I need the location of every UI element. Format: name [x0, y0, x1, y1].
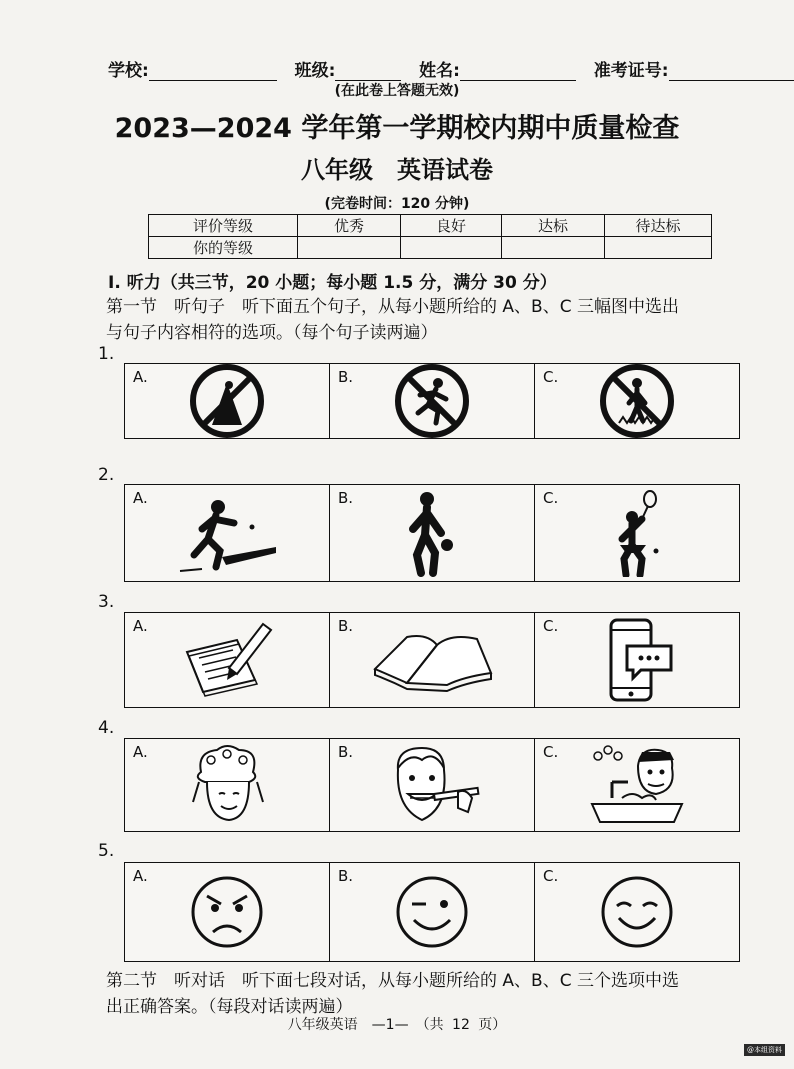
question-number: 2. — [98, 465, 115, 485]
washing-hands-icon — [582, 742, 692, 828]
option-b[interactable] — [330, 739, 535, 831]
page-subtitle: 八年级 英语试卷 — [301, 156, 493, 184]
winking-face-icon — [392, 872, 472, 952]
option-c[interactable] — [535, 739, 739, 831]
angry-face-icon — [187, 872, 267, 952]
exam-no-blank[interactable] — [669, 62, 794, 81]
grade-header-cell: 优秀 — [298, 215, 401, 237]
name-label: 姓名: — [419, 61, 460, 81]
option-label: A. — [133, 489, 148, 507]
no-running-icon — [392, 361, 472, 441]
invalid-note: (在此卷上答题无效) — [334, 83, 460, 99]
exam-no-label: 准考证号: — [593, 61, 669, 81]
option-label: B. — [338, 617, 354, 635]
question-4-options — [124, 738, 740, 832]
question-3-options — [124, 612, 740, 708]
question-number: 3. — [98, 592, 115, 612]
school-blank[interactable] — [149, 62, 277, 81]
option-c[interactable] — [535, 485, 739, 581]
class-blank[interactable] — [335, 62, 401, 81]
option-a[interactable] — [125, 863, 330, 961]
watermark-badge: @本组资料 — [744, 1044, 785, 1056]
option-label: C. — [543, 489, 559, 507]
grade-cell[interactable] — [401, 237, 502, 259]
grade-cell[interactable] — [605, 237, 712, 259]
happy-face-icon — [597, 872, 677, 952]
name-blank[interactable] — [460, 62, 576, 81]
grade-header-cell: 良好 — [401, 215, 502, 237]
brushing-teeth-icon — [382, 742, 482, 828]
option-label: A. — [133, 743, 148, 761]
option-label: C. — [543, 368, 559, 386]
option-a[interactable] — [125, 364, 330, 438]
option-a[interactable] — [125, 613, 330, 707]
option-label: B. — [338, 867, 354, 885]
option-label: B. — [338, 489, 354, 507]
basketball-player-icon — [397, 489, 467, 577]
option-label: C. — [543, 867, 559, 885]
question-number: 1. — [98, 344, 115, 364]
no-crossing-icon — [187, 361, 267, 441]
grade-cell[interactable] — [298, 237, 401, 259]
grade-cell[interactable] — [502, 237, 605, 259]
option-label: A. — [133, 867, 148, 885]
class-label: 班级: — [294, 61, 336, 81]
option-b[interactable] — [330, 863, 535, 961]
option-b[interactable] — [330, 364, 535, 438]
tennis-player-icon — [602, 489, 672, 577]
option-label: A. — [133, 368, 148, 386]
page-title: 2023—2024 学年第一学期校内期中质量检查 — [114, 113, 680, 144]
no-walking-on-grass-icon — [597, 361, 677, 441]
option-label: B. — [338, 743, 354, 761]
grade-table — [148, 214, 712, 259]
part2-instructions-line2: 出正确答案。（每段对话读两遍） — [106, 997, 353, 1017]
header-fields — [108, 56, 794, 81]
open-book-icon — [367, 625, 497, 695]
part2-instructions-line1: 第二节 听对话 听下面七段对话，从每小题所给的 A、B、C 三个选项中选 — [106, 971, 679, 991]
phone-message-icon — [597, 616, 677, 704]
grade-header-cell: 达标 — [502, 215, 605, 237]
option-b[interactable] — [330, 485, 535, 581]
option-a[interactable] — [125, 485, 330, 581]
question-2-options — [124, 484, 740, 582]
option-label: B. — [338, 368, 354, 386]
grade-header-cell: 评价等级 — [149, 215, 298, 237]
washing-hair-icon — [187, 742, 267, 828]
page-footer: 八年级英语 —1— （共 12 页） — [287, 1017, 507, 1033]
option-c[interactable] — [535, 613, 739, 707]
part1-instructions-line1: 第一节 听句子 听下面五个句子，从每小题所给的 A、B、C 三幅图中选出 — [106, 297, 679, 317]
grade-header-cell: 待达标 — [605, 215, 712, 237]
question-number: 4. — [98, 718, 115, 738]
option-label: C. — [543, 617, 559, 635]
ping-pong-player-icon — [172, 491, 282, 575]
option-c[interactable] — [535, 863, 739, 961]
option-c[interactable] — [535, 364, 739, 438]
option-b[interactable] — [330, 613, 535, 707]
question-1-options — [124, 363, 740, 439]
option-a[interactable] — [125, 739, 330, 831]
question-5-options — [124, 862, 740, 962]
option-label: C. — [543, 743, 559, 761]
exam-time: (完卷时间：120 分钟) — [324, 196, 470, 212]
option-label: A. — [133, 617, 148, 635]
grade-row-label: 你的等级 — [149, 237, 298, 259]
notepad-pencil-icon — [177, 618, 277, 702]
section1-heading: Ⅰ. 听力（共三节，20 小题；每小题 1.5 分，满分 30 分） — [108, 273, 557, 293]
question-number: 5. — [98, 841, 115, 861]
part1-instructions-line2: 与句子内容相符的选项。（每个句子读两遍） — [106, 323, 438, 343]
school-label: 学校: — [108, 61, 149, 81]
